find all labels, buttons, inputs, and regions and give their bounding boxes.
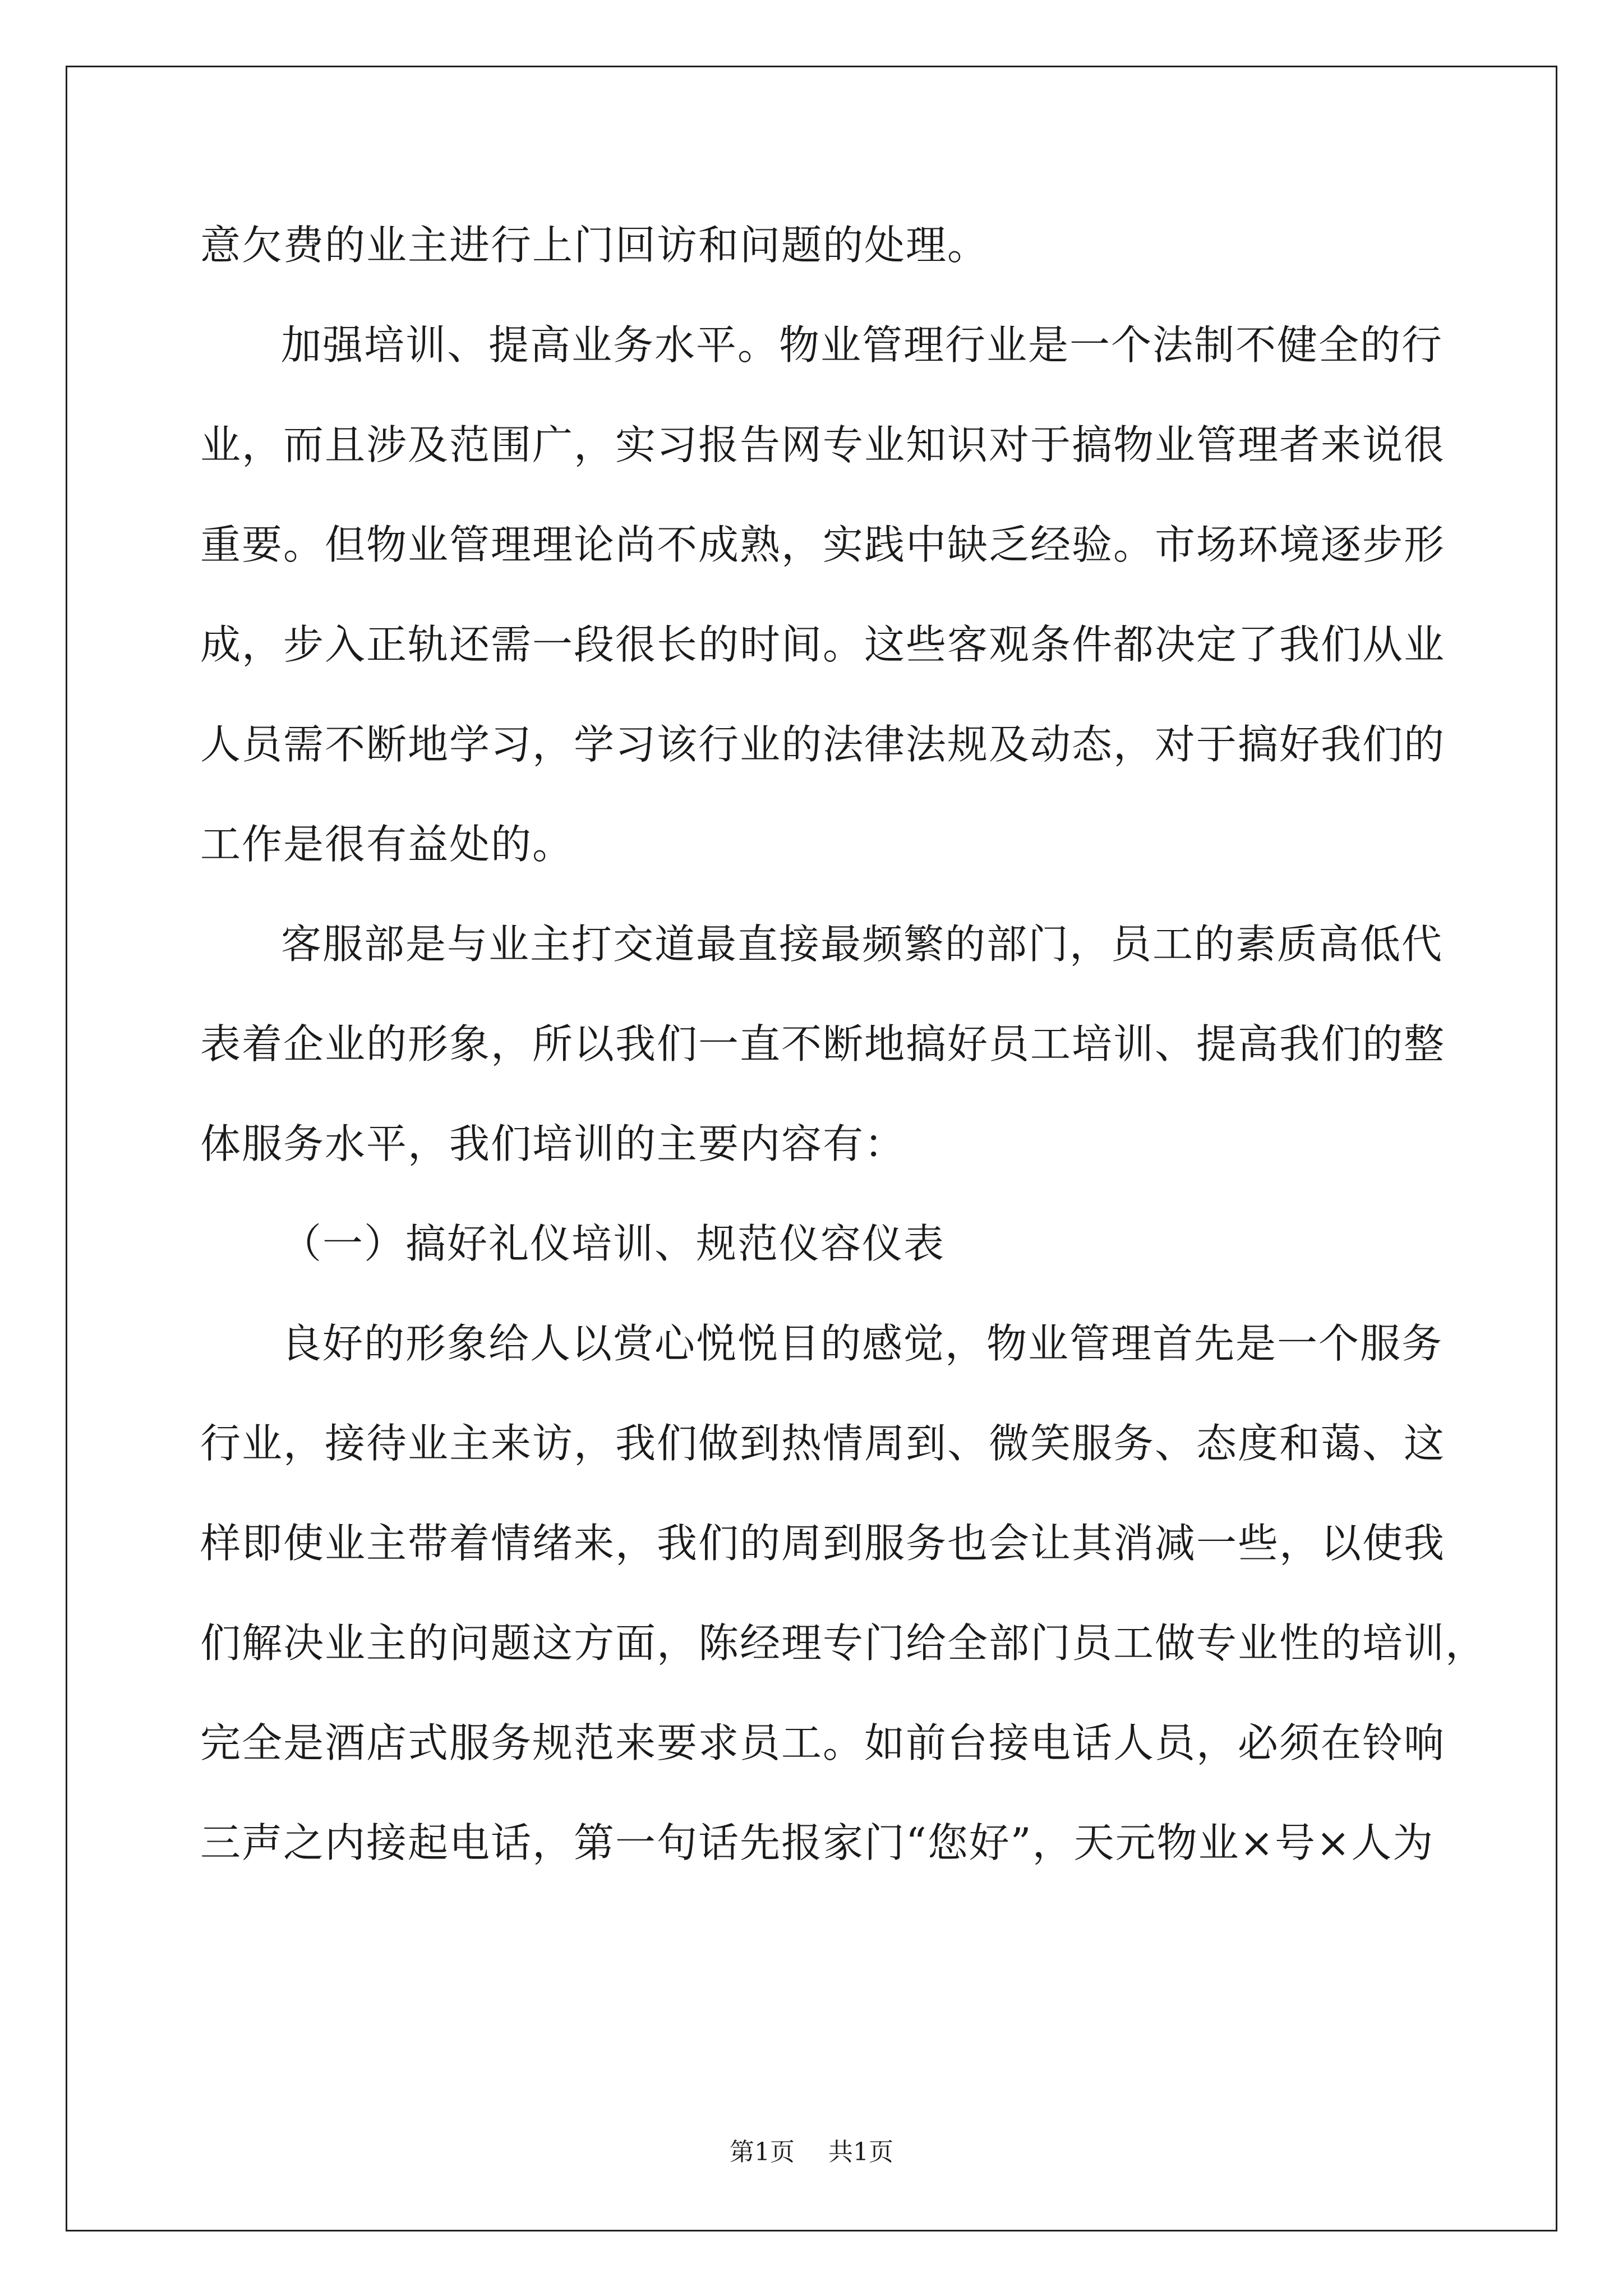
text-line: 工作是很有益处的。	[200, 821, 574, 868]
text-line: 表着企业的形象，所以我们一直不断地搞好员工培训、提高我们的整	[200, 1020, 1446, 1068]
page-number: 第1页	[730, 2138, 795, 2166]
text-line: 行业，接待业主来访，我们做到热情周到、微笑服务、态度和蔼、这	[200, 1420, 1446, 1467]
text-line: 重要。但物业管理理论尚不成熟，实践中缺乏经验。市场环境逐步形	[200, 521, 1446, 568]
text-line: 样即使业主带着情绪来，我们的周到服务也会让其消减一些，以使我	[200, 1520, 1446, 1567]
text-line: 三声之内接起电话，第一句话先报家门“您好”，天元物业×号×人为	[200, 1819, 1435, 1866]
text-line: 业，而且涉及范围广，实习报告网专业知识对于搞物业管理者来说很	[200, 421, 1446, 468]
text-line: 加强培训、提高业务水平。物业管理行业是一个法制不健全的行	[281, 321, 1444, 369]
text-line: （一）搞好礼仪培训、规范仪容仪表	[281, 1220, 946, 1267]
page-total: 共1页	[828, 2138, 893, 2166]
text-line: 客服部是与业主打交道最直接最频繁的部门，员工的素质高低代	[281, 921, 1444, 968]
text-line: 成，步入正轨还需一段很长的时间。这些客观条件都决定了我们从业	[200, 621, 1446, 668]
text-line: 意欠费的业主进行上门回访和问题的处理。	[200, 222, 989, 269]
page-footer	[0, 2132, 1623, 2168]
text-line: 良好的形象给人以赏心悦悦目的感觉，物业管理首先是一个服务	[281, 1320, 1444, 1367]
text-line: 完全是酒店式服务规范来要求员工。如前台接电话人员，必须在铃响	[200, 1719, 1446, 1766]
text-line: 们解决业主的问题这方面，陈经理专门给全部门员工做专业性的培训，	[200, 1619, 1487, 1667]
text-line: 体服务水平，我们培训的主要内容有：	[200, 1120, 906, 1167]
text-line: 人员需不断地学习，学习该行业的法律法规及动态，对于搞好我们的	[200, 721, 1446, 768]
